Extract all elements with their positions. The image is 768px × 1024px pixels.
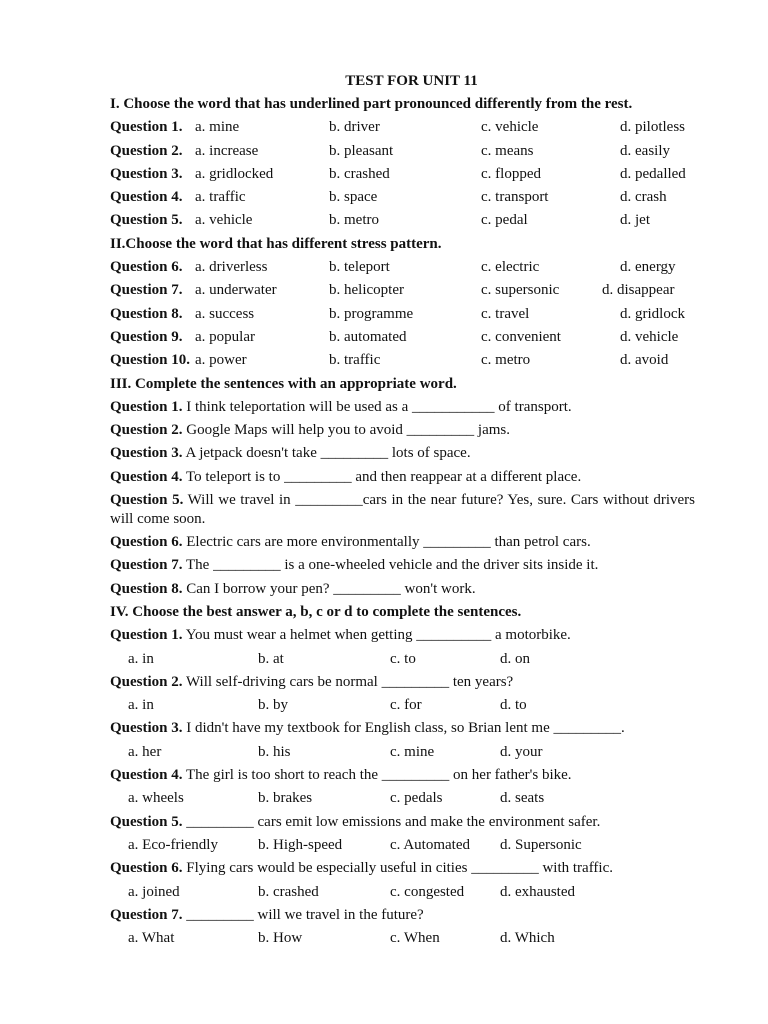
question-label bbox=[110, 303, 183, 326]
answer-a: a. Eco-friendly bbox=[128, 836, 218, 853]
option-c: c. means bbox=[481, 142, 534, 159]
question-sentence bbox=[110, 396, 695, 419]
answer-a: a. her bbox=[128, 743, 162, 760]
question-number: Question 1. bbox=[110, 398, 183, 415]
question-number: Question 3. bbox=[110, 165, 183, 182]
question-text: Can I borrow your pen? _________ won't work. bbox=[186, 580, 476, 597]
answer-b: b. brakes bbox=[258, 790, 313, 807]
question-number: Question 7. bbox=[110, 557, 183, 574]
option-d: d. energy bbox=[620, 259, 676, 276]
question-label bbox=[110, 163, 183, 186]
question-row bbox=[110, 116, 695, 139]
question-text: Flying cars would be especially useful in cities _________ with traffic. bbox=[186, 860, 613, 877]
answer-d: d. Which bbox=[500, 930, 555, 947]
answer-d: d. your bbox=[500, 743, 543, 760]
question-sentence bbox=[110, 466, 695, 489]
question-sentence bbox=[110, 764, 695, 787]
question-row bbox=[110, 163, 695, 186]
question-number: Question 3. bbox=[110, 720, 183, 737]
answer-options bbox=[110, 927, 695, 950]
option-b: b. helicopter bbox=[329, 282, 404, 299]
question-row bbox=[110, 209, 695, 232]
section-4-heading: IV. Choose the best answer a, b, c or d to complete the sentences. bbox=[110, 603, 522, 620]
question-sentence bbox=[110, 531, 695, 554]
test-content bbox=[110, 70, 695, 950]
question-sentence bbox=[110, 717, 695, 740]
question-sentence bbox=[110, 578, 695, 601]
answer-a: a. in bbox=[128, 697, 154, 714]
question-label bbox=[110, 326, 183, 349]
question-number: Question 2. bbox=[110, 673, 183, 690]
question-text: Google Maps will help you to avoid _________ jams. bbox=[186, 422, 510, 439]
question-sentence bbox=[110, 671, 695, 694]
option-a: a. success bbox=[195, 305, 255, 322]
question-row bbox=[110, 186, 695, 209]
question-sentence bbox=[110, 419, 695, 442]
question-label bbox=[110, 209, 183, 232]
option-b: b. driver bbox=[329, 119, 380, 136]
option-d: d. easily bbox=[620, 142, 670, 159]
question-label bbox=[110, 116, 183, 139]
answer-d: d. to bbox=[500, 697, 527, 714]
option-a: a. gridlocked bbox=[195, 165, 274, 182]
option-c: c. travel bbox=[481, 305, 530, 322]
option-a: a. vehicle bbox=[195, 212, 253, 229]
answer-b: b. by bbox=[258, 697, 288, 714]
page-title: TEST FOR UNIT 11 bbox=[345, 73, 478, 89]
option-a: a. increase bbox=[195, 142, 259, 159]
option-d: d. gridlock bbox=[620, 305, 685, 322]
question-sentence bbox=[110, 811, 695, 834]
option-c: c. vehicle bbox=[481, 119, 539, 136]
question-text: I didn't have my textbook for English class, so Brian lent me _________. bbox=[186, 720, 625, 737]
question-number: Question 1. bbox=[110, 627, 183, 644]
question-sentence bbox=[110, 554, 695, 577]
question-text: _________ will we travel in the future? bbox=[186, 906, 424, 923]
option-b: b. pleasant bbox=[329, 142, 394, 159]
question-sentence bbox=[110, 491, 695, 529]
option-d: d. jet bbox=[620, 212, 650, 229]
answer-b: b. High-speed bbox=[258, 836, 343, 853]
option-c: c. pedal bbox=[481, 212, 528, 229]
option-b: b. programme bbox=[329, 305, 414, 322]
section-3-heading: III. Complete the sentences with an appropriate word. bbox=[110, 375, 457, 392]
answer-d: d. exhausted bbox=[500, 883, 575, 900]
option-a: a. driverless bbox=[195, 259, 268, 276]
question-number: Question 2. bbox=[110, 142, 183, 159]
answer-a: a. wheels bbox=[128, 790, 184, 807]
section-1-heading: I. Choose the word that has underlined part pronounced differently from the rest. bbox=[110, 96, 633, 112]
question-number: Question 5. bbox=[110, 212, 183, 229]
question-number: Question 4. bbox=[110, 468, 183, 485]
option-b: b. metro bbox=[329, 212, 379, 229]
question-text: Will we travel in _________cars in the near future? Yes, sure. Cars without drivers will come soon. bbox=[110, 492, 695, 528]
question-text: Will self-driving cars be normal _________ ten years? bbox=[186, 673, 514, 690]
question-sentence bbox=[110, 904, 695, 927]
option-c: c. metro bbox=[481, 352, 531, 369]
question-number: Question 8. bbox=[110, 305, 183, 322]
question-label bbox=[110, 279, 183, 302]
option-b: b. space bbox=[329, 189, 378, 206]
option-b: b. traffic bbox=[329, 352, 381, 369]
question-text: The girl is too short to reach the _________ on her father's bike. bbox=[186, 767, 572, 784]
question-number: Question 6. bbox=[110, 534, 183, 551]
question-label bbox=[110, 349, 190, 372]
option-c: c. flopped bbox=[481, 165, 541, 182]
question-number: Question 1. bbox=[110, 119, 183, 136]
question-label bbox=[110, 186, 183, 209]
option-d: d. pedalled bbox=[620, 165, 686, 182]
question-sentence bbox=[110, 442, 695, 465]
answer-options bbox=[110, 881, 695, 904]
answer-options bbox=[110, 741, 695, 764]
question-text: You must wear a helmet when getting __________ a motorbike. bbox=[185, 627, 571, 644]
option-d: d. crash bbox=[620, 189, 667, 206]
option-a: a. traffic bbox=[195, 189, 246, 206]
section-1-questions bbox=[110, 116, 695, 232]
section-4-questions bbox=[110, 624, 695, 950]
question-row bbox=[110, 256, 695, 279]
question-number: Question 7. bbox=[110, 906, 183, 923]
option-d: d. pilotless bbox=[620, 119, 686, 136]
answer-c: c. for bbox=[390, 697, 422, 714]
option-c: c. convenient bbox=[481, 328, 561, 345]
option-b: b. automated bbox=[329, 328, 407, 345]
section-2-questions bbox=[110, 256, 695, 372]
question-number: Question 7. bbox=[110, 282, 183, 299]
option-c: c. supersonic bbox=[481, 282, 560, 299]
answer-options bbox=[110, 694, 695, 717]
question-sentence bbox=[110, 624, 695, 647]
answer-d: d. Supersonic bbox=[500, 836, 582, 853]
answer-options bbox=[110, 834, 695, 857]
answer-c: c. mine bbox=[390, 743, 435, 760]
question-row bbox=[110, 303, 695, 326]
question-sentence bbox=[110, 857, 695, 880]
question-row bbox=[110, 140, 695, 163]
answer-c: c. to bbox=[390, 650, 416, 667]
question-number: Question 5. bbox=[110, 813, 183, 830]
question-row bbox=[110, 279, 695, 302]
answer-c: c. pedals bbox=[390, 790, 443, 807]
answer-a: a. What bbox=[128, 930, 175, 947]
answer-a: a. in bbox=[128, 650, 154, 667]
question-text: Electric cars are more environmentally _________ than petrol cars. bbox=[186, 534, 591, 551]
answer-d: d. on bbox=[500, 650, 530, 667]
question-number: Question 4. bbox=[110, 767, 183, 784]
option-a: a. popular bbox=[195, 328, 255, 345]
question-text: A jetpack doesn't take _________ lots of space. bbox=[185, 445, 471, 462]
answer-b: b. his bbox=[258, 743, 291, 760]
question-number: Question 4. bbox=[110, 189, 183, 206]
option-b: b. crashed bbox=[329, 165, 390, 182]
question-text: _________ cars emit low emissions and make the environment safer. bbox=[186, 813, 601, 830]
option-a: a. mine bbox=[195, 119, 240, 136]
option-c: c. electric bbox=[481, 259, 540, 276]
answer-a: a. joined bbox=[128, 883, 180, 900]
answer-d: d. seats bbox=[500, 790, 545, 807]
answer-c: c. Automated bbox=[390, 836, 470, 853]
option-d: d. avoid bbox=[620, 352, 669, 369]
question-text: To teleport is to _________ and then reappear at a different place. bbox=[186, 468, 582, 485]
question-number: Question 6. bbox=[110, 259, 183, 276]
option-c: c. transport bbox=[481, 189, 549, 206]
answer-c: c. congested bbox=[390, 883, 465, 900]
answer-b: b. How bbox=[258, 930, 303, 947]
answer-options bbox=[110, 648, 695, 671]
option-a: a. underwater bbox=[195, 282, 277, 299]
question-number: Question 6. bbox=[110, 860, 183, 877]
question-number: Question 10. bbox=[110, 352, 191, 369]
question-row bbox=[110, 326, 695, 349]
question-number: Question 9. bbox=[110, 328, 183, 345]
section-2-heading: II.Choose the word that has different stress pattern. bbox=[110, 235, 442, 252]
question-number: Question 5. bbox=[110, 492, 184, 509]
answer-b: b. crashed bbox=[258, 883, 319, 900]
answer-c: c. When bbox=[390, 930, 440, 947]
option-b: b. teleport bbox=[329, 259, 390, 276]
question-row bbox=[110, 349, 695, 372]
question-number: Question 8. bbox=[110, 580, 183, 597]
option-d: d. disappear bbox=[602, 282, 675, 299]
question-text: I think teleportation will be used as a ___________ of transport. bbox=[186, 398, 572, 415]
question-label bbox=[110, 256, 183, 279]
answer-options bbox=[110, 787, 695, 810]
option-a: a. power bbox=[195, 352, 247, 369]
question-text: The _________ is a one-wheeled vehicle and the driver sits inside it. bbox=[186, 557, 599, 574]
section-3-questions bbox=[110, 396, 695, 601]
question-label bbox=[110, 140, 183, 163]
option-d: d. vehicle bbox=[620, 328, 679, 345]
question-number: Question 2. bbox=[110, 422, 183, 439]
question-number: Question 3. bbox=[110, 445, 183, 462]
answer-b: b. at bbox=[258, 650, 284, 667]
